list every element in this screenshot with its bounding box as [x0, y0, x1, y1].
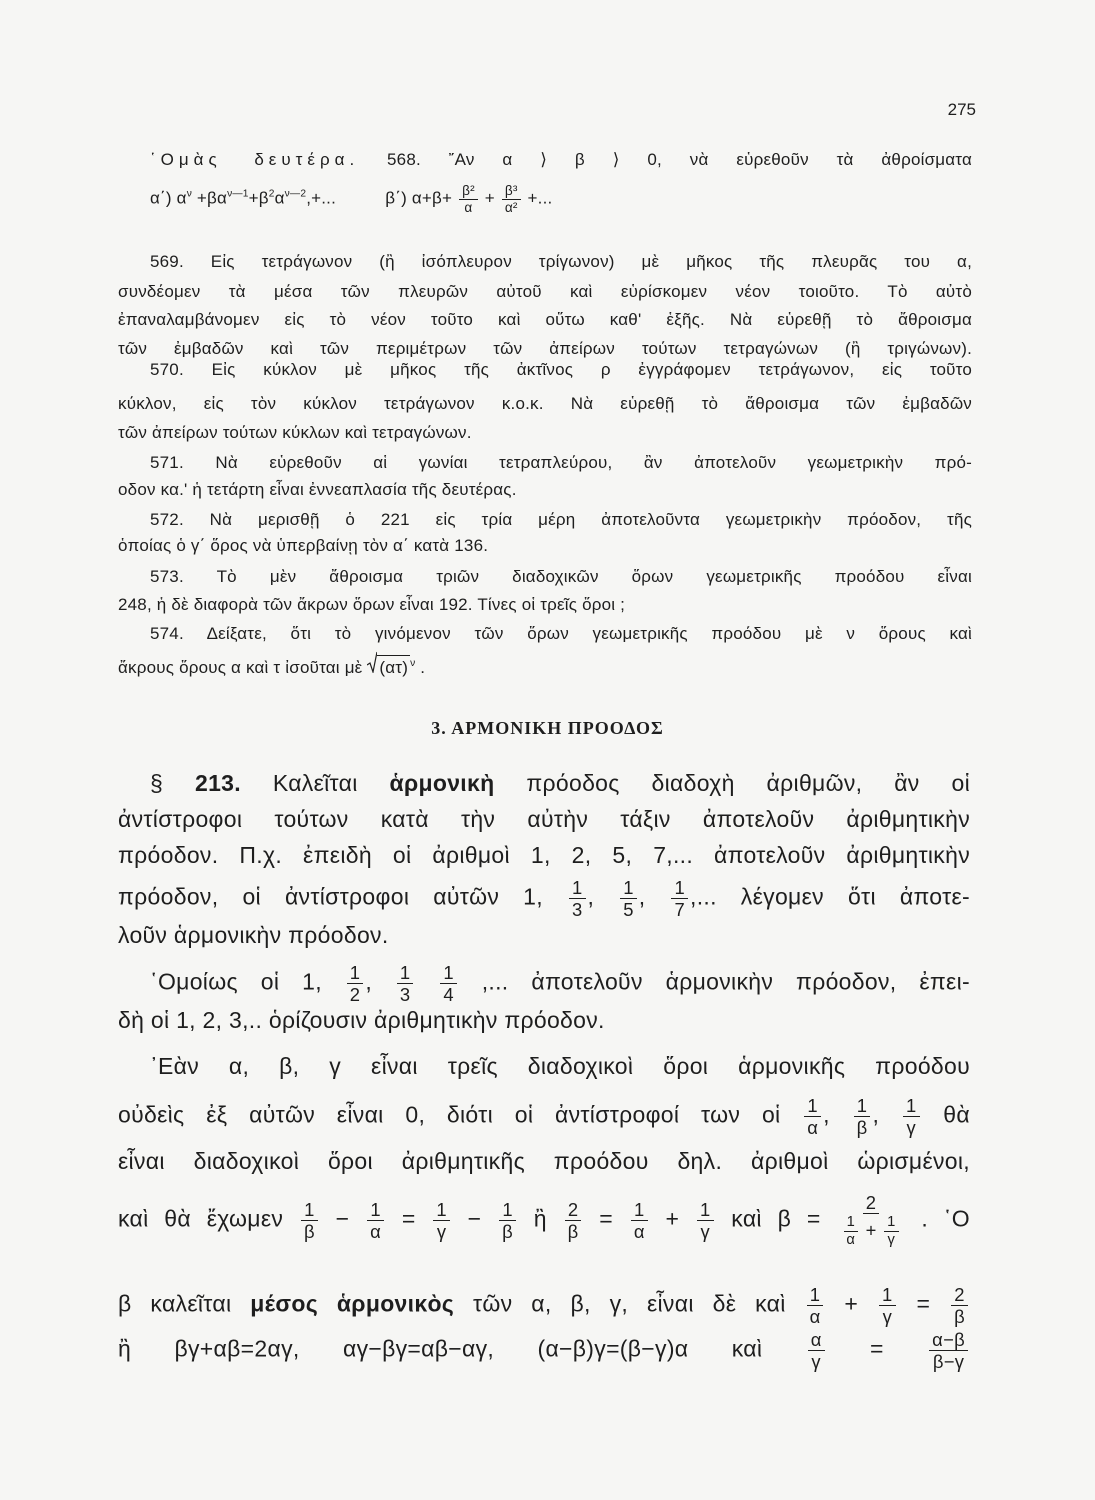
numerator: 1 [347, 962, 364, 984]
text-run: , [638, 883, 670, 910]
denominator: 5 [623, 899, 634, 921]
text-run: , [587, 883, 619, 910]
numerator: 1 [301, 1199, 318, 1221]
fraction [804, 1095, 821, 1138]
fraction [569, 877, 586, 920]
exercise-line [150, 451, 972, 475]
denominator: α [633, 1221, 645, 1242]
text-run: = [826, 1335, 928, 1362]
text-run: τῶν ἐμβαδῶν καὶ τῶν περιμέτρων τῶν ἀπείρων τούτων τετραγώνων (ἢ τριγώνων). [118, 339, 972, 358]
fraction [631, 1199, 648, 1242]
body-line [118, 919, 970, 951]
text-run: δὴ οἱ 1, 2, 3,.. ὁρίζουσιν ἀριθμητικὴν πρόοδον. [118, 1007, 605, 1033]
radicand: (ατ) [377, 655, 410, 680]
fraction [951, 1284, 968, 1327]
denominator: γ [811, 1351, 821, 1373]
text-run: , [872, 1101, 901, 1128]
exercise-line [150, 183, 972, 215]
numerator: 1 [854, 1095, 871, 1117]
bold-term: ἁρμονικὴ [389, 770, 495, 796]
exercise-line [118, 534, 972, 558]
text-run: συνδέομεν τὰ μέσα τῶν πλευρῶν αὐτοῦ καὶ εὑρίσκομεν νέον τοιοῦτο. Τὸ αὐτὸ [118, 282, 972, 301]
text-run: = [386, 1205, 432, 1232]
denominator: γ [882, 1306, 893, 1328]
text-run: ,+... β΄) α+β+ [306, 188, 458, 208]
text-run: ῾Ομοίως οἱ 1, [150, 968, 345, 995]
text-run: πρόοδον. Π.χ. ἐπειδὴ οἱ ἀριθμοὶ 1, 2, 5, 7,... ἀποτελοῦν ἀριθμητικὴν [118, 842, 970, 868]
exercise-line [150, 622, 972, 646]
denominator: β [567, 1221, 579, 1242]
numerator: 1 [804, 1095, 821, 1117]
fraction [347, 962, 364, 1005]
exercise-line [150, 250, 972, 274]
radical-sign-icon [367, 651, 377, 680]
text-run: ὁποίας ὁ γ΄ ὅρος νὰ ὑπερβαίνῃ τὸν α΄ κατὰ 136. [118, 536, 489, 555]
numerator: 1 [440, 962, 457, 984]
fraction [440, 962, 457, 1005]
text-run: εἶναι διαδοχικοὶ ὅροι ἀριθμητικῆς προόδου δηλ. ἀριθμοὶ ὡρισμένοι, [118, 1148, 970, 1174]
text-run: ἢ [518, 1205, 563, 1232]
fraction [502, 183, 521, 215]
text-run: οδον κα.' ἡ τετάρτη εἶναι ἐννεαπλασία τῆς δευτέρας. [118, 480, 517, 499]
fraction [697, 1199, 714, 1242]
fraction [903, 1095, 920, 1138]
fraction [884, 1214, 898, 1249]
denominator: α [846, 1232, 856, 1249]
denominator: β [303, 1221, 315, 1242]
text-run: κύκλον, εἰς τὸν κύκλον τετράγωνον κ.ο.κ. Νὰ εὑρεθῇ τὸ ἄθροισμα τῶν ἐμβαδῶν [118, 394, 972, 413]
text-run: ἄκρους ὅρους α καὶ τ ἰσοῦται μὲ [118, 658, 368, 677]
exercise-line [118, 421, 972, 445]
text-run: ἐπαναλαμβάνομεν εἰς τὸ νέον τοῦτο καὶ οὕτω καθ' ἑξῆς. Νὰ εὑρεθῇ τὸ ἄθροισμα [118, 310, 972, 329]
fraction [367, 1199, 384, 1242]
body-line [118, 1192, 970, 1249]
body-line [118, 803, 970, 835]
group-label: ῾Ομὰς δευτέρα. [150, 150, 360, 169]
square-root [367, 651, 410, 680]
denominator: β [856, 1117, 868, 1139]
numerator: 1 [671, 877, 688, 899]
denominator: 4 [443, 984, 454, 1006]
text-run: 570. Εἰς κύκλον μὲ μῆκος τῆς ἀκτῖνος ρ ἐγγράφομεν τετράγωνον, εἰς τοῦτο [150, 360, 972, 379]
body-line [118, 1004, 970, 1036]
numerator: 1 [884, 1214, 898, 1232]
body-line [150, 1050, 970, 1082]
text-run: ᾿Εὰν α, β, γ εἶναι τρεῖς διαδοχικοὶ ὅροι ἁρμονικῆς προόδου [150, 1053, 970, 1079]
text-run: καὶ θὰ ἔχωμεν [118, 1205, 299, 1232]
exercise-line [118, 651, 972, 680]
text-run: Καλεῖται [240, 770, 390, 796]
text-run: 569. Εἰς τετράγωνον (ἢ ἰσόπλευρον τρίγωνον) μὲ μῆκος τῆς πλευρᾶς του α, [150, 252, 972, 271]
numerator: 1 [879, 1284, 896, 1306]
numerator: α−β [929, 1329, 968, 1351]
denominator: α [370, 1221, 382, 1242]
denominator: β [502, 1221, 514, 1242]
text-run: 568. ῎Αν α ⟩ β ⟩ 0, νὰ εὑρεθοῦν τὰ ἀθροίσματα [359, 150, 972, 169]
exercise-line [150, 148, 972, 172]
denominator: α [807, 1117, 819, 1139]
denominator: 7 [674, 899, 686, 921]
fraction [843, 1214, 858, 1249]
text-run [415, 969, 438, 995]
numerator: 2 [565, 1199, 582, 1221]
fraction [301, 1199, 318, 1242]
page-number: 275 [947, 100, 976, 119]
text-run: τῶν ἀπείρων τούτων κύκλων καὶ τετραγώνων. [118, 423, 472, 442]
denominator [838, 1214, 903, 1249]
body-line [150, 767, 970, 799]
fraction [565, 1199, 582, 1242]
exercise-line [118, 478, 972, 502]
exponent: ν—1 [227, 188, 249, 200]
text-run: = [897, 1290, 950, 1317]
numerator: 1 [397, 962, 414, 984]
text-run: + [825, 1290, 878, 1317]
exercise-line [118, 308, 972, 332]
fraction [808, 1329, 825, 1372]
fraction [879, 1284, 896, 1327]
text-run: 571. Νὰ εὑρεθοῦν αἱ γωνίαι τετραπλεύρου, ἂν ἀποτελοῦν γεωμετρικὴν πρό- [150, 453, 972, 472]
fraction [620, 877, 637, 920]
denominator: γ [887, 1232, 896, 1249]
text-run: § [150, 770, 195, 796]
numerator: 1 [903, 1095, 920, 1117]
text-run: ἢ βγ+αβ=2αγ, αγ−βγ=αβ−αγ, (α−β)γ=(β−γ)α καὶ [118, 1335, 806, 1362]
numerator: 1 [569, 877, 586, 899]
text-run: καὶ β = [715, 1205, 837, 1232]
text-run: λοῦν ἁρμονικὴν πρόοδον. [118, 922, 389, 948]
exponent: 2 [268, 188, 275, 200]
bold-term: μέσος ἁρμονικὸς [250, 1290, 455, 1317]
denominator: α [809, 1306, 821, 1328]
fraction [433, 1199, 450, 1242]
fraction [397, 962, 414, 1005]
numerator: 1 [697, 1199, 714, 1221]
text-run: τῶν α, β, γ, εἶναι δὲ καὶ [454, 1290, 805, 1317]
text-run: α΄) α [150, 188, 187, 208]
text-run: + [860, 1219, 883, 1241]
denominator: β [954, 1306, 965, 1328]
exercise-line [118, 280, 972, 304]
text-run: α [274, 188, 285, 208]
numerator: 1 [631, 1199, 648, 1221]
denominator: γ [906, 1117, 916, 1139]
denominator: α [464, 199, 473, 215]
text-run: 573. Τὸ μὲν ἄθροισμα τριῶν διαδοχικῶν ὅρων γεωμετρικῆς προόδου εἶναι [150, 567, 972, 586]
text-run: 574. Δείξατε, ὅτι τὸ γινόμενον τῶν ὅρων γεωμετρικῆς προόδου μὲ ν ὅρους καὶ [150, 624, 972, 643]
numerator: 2 [863, 1192, 880, 1214]
bold-term: 213. [194, 770, 241, 796]
numerator: 1 [367, 1199, 384, 1221]
text-run: 248, ἡ δὲ διαφορὰ τῶν ἄκρων ὅρων εἶναι 192. Τίνες οἱ τρεῖς ὅροι ; [118, 595, 626, 614]
text-run: = [583, 1205, 629, 1232]
numerator: 1 [807, 1284, 824, 1306]
denominator: β−γ [932, 1351, 965, 1373]
text-run: πρόοδος διαδοχὴ ἀριθμῶν, ἂν οἱ [494, 770, 970, 796]
exponent: ν—2 [284, 188, 307, 200]
denominator: α² [504, 199, 518, 215]
exponent: ν [186, 188, 192, 200]
exercise-line [150, 508, 972, 532]
text-run: + [649, 1205, 696, 1232]
numerator: 2 [951, 1284, 968, 1306]
section-heading: 3. ΑΡΜΟΝΙΚΗ ΠΡΟΟΔΟΣ [431, 718, 664, 738]
text-run: − [451, 1205, 498, 1232]
text-run: 572. Νὰ μερισθῇ ὁ 221 εἰς τρία μέρη ἀποτελοῦντα γεωμετρικὴν πρόοδον, τῆς [150, 510, 972, 529]
numerator: α [808, 1329, 825, 1351]
body-line [118, 1329, 970, 1372]
body-line [118, 1095, 970, 1138]
text-run: +β [248, 188, 269, 208]
numerator: 1 [499, 1199, 516, 1221]
text-run: οὐδεὶς ἐξ αὐτῶν εἶναι 0, διότι οἱ ἀντίστροφοί των οἱ [118, 1101, 803, 1128]
numerator: 1 [620, 877, 637, 899]
denominator: γ [436, 1221, 447, 1242]
text-run: − [319, 1205, 366, 1232]
exercise-line [118, 593, 972, 617]
fraction [671, 877, 688, 920]
text-run: ,... ἀποτελοῦν ἁρμονικὴν πρόοδον, ἐπει- [458, 968, 970, 995]
fraction [459, 183, 478, 215]
fraction [838, 1192, 903, 1249]
text-run: +... [522, 188, 553, 208]
fraction [929, 1329, 968, 1372]
body-line [118, 839, 970, 871]
body-line [118, 1284, 970, 1327]
text-run: +βα [192, 188, 228, 208]
exponent: ν [410, 657, 416, 669]
text-run: ,... λέγομεν ὅτι ἀποτε- [690, 883, 970, 910]
text-run: πρόοδον, οἱ ἀντίστροφοι αὐτῶν 1, [118, 883, 567, 910]
text-run: θὰ [921, 1101, 970, 1128]
fraction [807, 1284, 824, 1327]
numerator: β³ [502, 183, 521, 200]
exercise-line [150, 565, 972, 589]
fraction [854, 1095, 871, 1138]
text-run: . ῾Ο [905, 1205, 970, 1232]
exercise-line [150, 358, 972, 382]
text-run: . [415, 658, 426, 677]
denominator: γ [700, 1221, 711, 1242]
text-run: , [823, 1101, 852, 1128]
denominator: 2 [349, 984, 361, 1006]
body-line [150, 962, 970, 1005]
numerator: β² [459, 183, 478, 200]
body-line [118, 877, 970, 920]
numerator: 1 [433, 1199, 450, 1221]
text-run: β καλεῖται [118, 1290, 251, 1317]
numerator: 1 [844, 1214, 858, 1232]
text-run: + [479, 188, 500, 208]
fraction [499, 1199, 516, 1242]
exercise-line [118, 392, 972, 416]
denominator: 3 [399, 984, 411, 1006]
body-line [118, 1145, 970, 1177]
denominator: 3 [571, 899, 583, 921]
text-run: , [365, 968, 395, 995]
text-run: ἀντίστροφοι τούτων κατὰ τὴν αὐτὴν τάξιν ἀποτελοῦν ἀριθμητικὴν [118, 806, 970, 832]
